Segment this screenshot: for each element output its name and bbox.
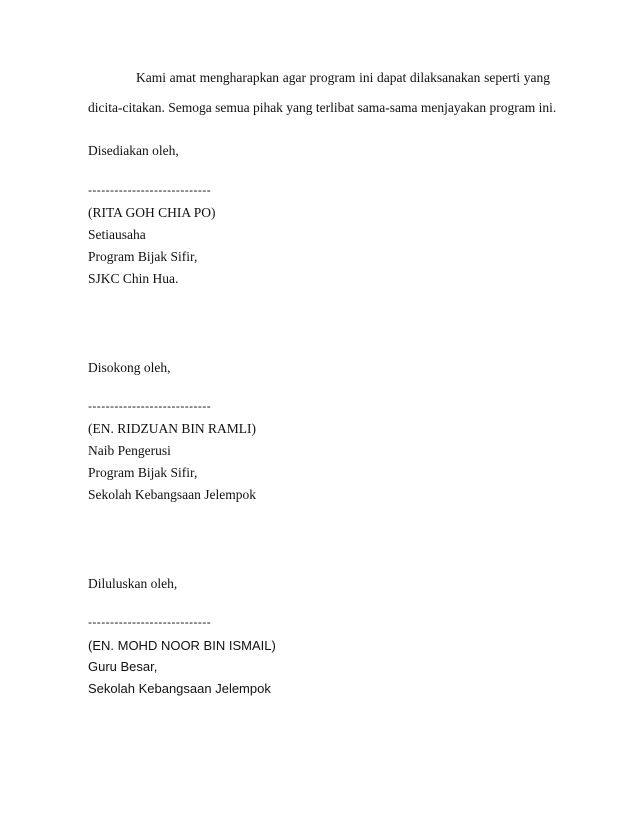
paragraph-line-2: dicita-citakan. Semoga semua pihak yang terlibat sama-sama menjayakan program ini. <box>88 100 557 115</box>
approved-signature-line: ---------------------------- <box>88 615 212 629</box>
closing-paragraph <box>88 63 557 123</box>
supported-signature-line: ---------------------------- <box>88 399 212 413</box>
approved-school: Sekolah Kebangsaan Jelempok <box>88 681 271 696</box>
supported-program: Program Bijak Sifir, <box>88 465 198 480</box>
prepared-position: Setiausaha <box>88 227 146 242</box>
prepared-program: Program Bijak Sifir, <box>88 249 198 264</box>
supported-label: Disokong oleh, <box>88 360 171 375</box>
supported-school: Sekolah Kebangsaan Jelempok <box>88 487 256 502</box>
prepared-school: SJKC Chin Hua. <box>88 271 179 286</box>
prepared-name: (RITA GOH CHIA PO) <box>88 205 216 220</box>
supported-name: (EN. RIDZUAN BIN RAMLI) <box>88 421 256 436</box>
prepared-label: Disediakan oleh, <box>88 143 179 158</box>
approved-label: Diluluskan oleh, <box>88 576 178 591</box>
approved-position: Guru Besar, <box>88 659 158 674</box>
paragraph-line-1: Kami amat mengharapkan agar program ini dapat dilaksanakan seperti yang <box>136 70 550 85</box>
approved-name: (EN. MOHD NOOR BIN ISMAIL) <box>88 638 276 653</box>
prepared-signature-line: ---------------------------- <box>88 183 212 197</box>
supported-position: Naib Pengerusi <box>88 443 171 458</box>
